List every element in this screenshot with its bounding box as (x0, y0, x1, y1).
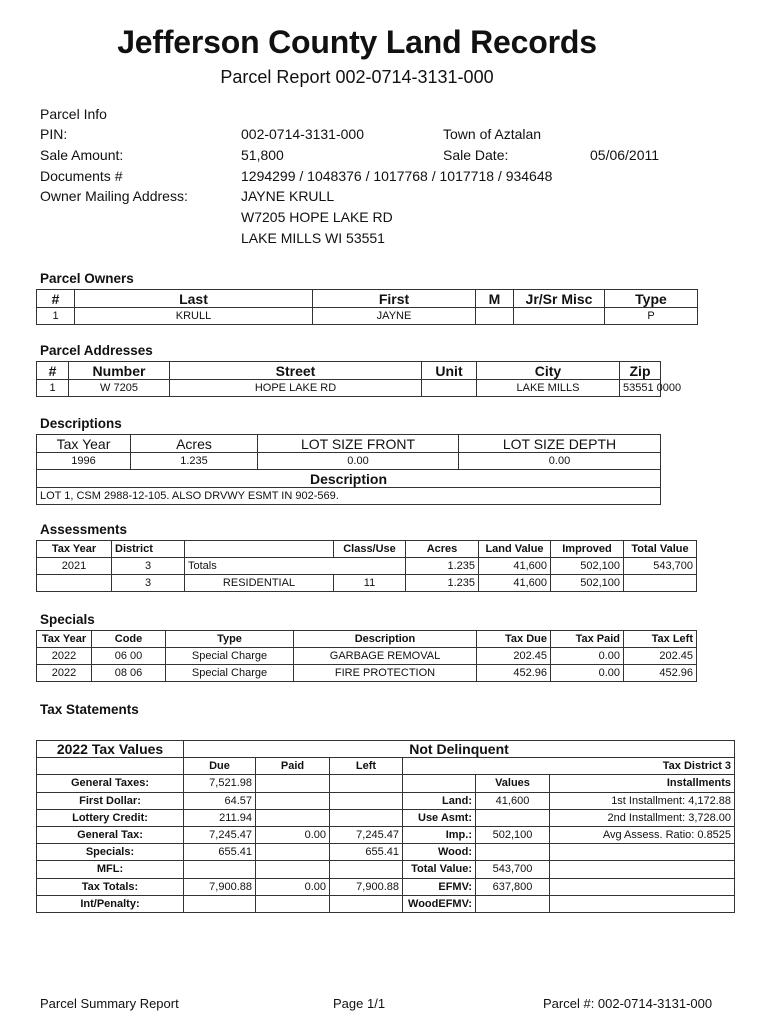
table-row (37, 648, 697, 665)
tax-values-table (36, 740, 735, 913)
table-cell: 0.00 (551, 648, 624, 665)
assessments-heading: Assessments (40, 522, 128, 537)
footer-page-number: Page 1/1 (333, 996, 386, 1011)
table-header-row (37, 741, 735, 758)
column-header: Jr/Sr Misc (514, 290, 605, 308)
left-cell: 655.41 (330, 844, 403, 861)
table-cell: 1.235 (131, 453, 258, 470)
table-cell: P (605, 308, 698, 325)
table-row (37, 878, 735, 895)
documents-label: Documents # (40, 168, 123, 184)
table-cell: 502,100 (551, 575, 624, 592)
value-cell: 543,700 (476, 861, 550, 878)
parcel-info-heading: Parcel Info (40, 106, 107, 122)
legal-description: LOT 1, CSM 2988-12-105. ALSO DRVWY ESMT IN 902-569. (37, 488, 661, 505)
due-cell (184, 861, 256, 878)
table-cell: 1 (37, 380, 69, 397)
column-header: M (476, 290, 514, 308)
due-cell: 211.94 (184, 809, 256, 826)
delinquency-status: Not Delinquent (184, 741, 735, 758)
table-header-row (37, 362, 661, 380)
mailing-address-line: LAKE MILLS WI 53551 (241, 230, 385, 246)
table-row (37, 895, 735, 912)
value-cell: 502,100 (476, 826, 550, 843)
sale-date-label: Sale Date: (443, 147, 509, 163)
sale-amount-label: Sale Amount: (40, 147, 124, 163)
table-cell: 202.45 (624, 648, 697, 665)
due-cell: 7,521.98 (184, 775, 256, 792)
column-header: LOT SIZE FRONT (258, 435, 459, 453)
column-header: Number (69, 362, 170, 380)
table-row (37, 558, 697, 575)
column-header: Total Value (624, 541, 697, 558)
paid-cell (256, 844, 330, 861)
table-cell: 0.00 (459, 453, 661, 470)
value-label: Wood: (403, 844, 476, 861)
column-header: Zip (620, 362, 661, 380)
description-header: Description (37, 470, 661, 488)
column-header: Acres (131, 435, 258, 453)
table-header-row (37, 631, 697, 648)
parcel-addresses-table (36, 361, 682, 397)
table-cell: RESIDENTIAL (185, 575, 334, 592)
table-header-row (37, 435, 661, 453)
mailing-address-label: Owner Mailing Address: (40, 188, 188, 204)
value-cell: 41,600 (476, 792, 550, 809)
mailing-address-line: W7205 HOPE LAKE RD (241, 209, 393, 225)
table-cell: LAKE MILLS (477, 380, 620, 397)
table-cell: 452.96 (477, 665, 551, 682)
sale-date-value: 05/06/2011 (590, 147, 660, 163)
column-header: # (37, 290, 75, 308)
row-label: General Tax: (37, 826, 184, 843)
table-row (37, 861, 735, 878)
parcel-addresses-heading: Parcel Addresses (40, 343, 153, 358)
table-cell: 1 (37, 308, 75, 325)
descriptions-table (36, 434, 661, 505)
row-label: Int/Penalty: (37, 895, 184, 912)
due-cell: 655.41 (184, 844, 256, 861)
table-cell (37, 575, 112, 592)
table-cell: W 7205 (69, 380, 170, 397)
column-header: Last (75, 290, 313, 308)
footer-parcel-number: Parcel #: 002-0714-3131-000 (543, 996, 713, 1011)
column-header: Installments (550, 775, 735, 792)
table-cell: 2021 (37, 558, 112, 575)
table-row (37, 775, 735, 792)
value-cell: 637,800 (476, 878, 550, 895)
row-label: Tax Totals: (37, 878, 184, 895)
table-cell: 452.96 (624, 665, 697, 682)
parcel-owners-heading: Parcel Owners (40, 271, 134, 286)
table-row (37, 809, 735, 826)
column-header: District (112, 541, 185, 558)
table-cell: Totals (185, 558, 406, 575)
column-header: Improved (551, 541, 624, 558)
table-row (37, 488, 661, 505)
table-row (37, 792, 735, 809)
column-header: Type (605, 290, 698, 308)
report-subtitle: Parcel Report 002-0714-3131-000 (220, 67, 494, 87)
table-cell (624, 575, 697, 592)
row-label: General Taxes: (37, 775, 184, 792)
left-cell (330, 895, 403, 912)
column-header (185, 541, 334, 558)
value-label (403, 775, 476, 792)
paid-cell (256, 775, 330, 792)
tax-statements-heading: Tax Statements (40, 702, 139, 717)
table-cell: 41,600 (479, 575, 551, 592)
table-cell: 502,100 (551, 558, 624, 575)
info-cell: Avg Assess. Ratio: 0.8525 (550, 826, 735, 843)
column-header: LOT SIZE DEPTH (459, 435, 661, 453)
info-cell (550, 844, 735, 861)
specials-heading: Specials (40, 612, 95, 627)
column-header: Left (330, 758, 403, 775)
table-row (37, 575, 697, 592)
tax-values-title: 2022 Tax Values (37, 741, 184, 758)
table-row (37, 844, 735, 861)
table-cell: 11 (334, 575, 406, 592)
column-header: Paid (256, 758, 330, 775)
paid-cell: 0.00 (256, 826, 330, 843)
value-label: WoodEFMV: (403, 895, 476, 912)
table-cell: 0.00 (258, 453, 459, 470)
due-cell: 7,900.88 (184, 878, 256, 895)
table-cell: 543,700 (624, 558, 697, 575)
table-cell (514, 308, 605, 325)
column-header: Type (166, 631, 294, 648)
paid-cell (256, 895, 330, 912)
left-cell (330, 809, 403, 826)
table-header-row (37, 290, 698, 308)
value-cell (476, 809, 550, 826)
report-title: Jefferson County Land Records (117, 24, 597, 60)
tax-district: Tax District 3 (403, 758, 735, 775)
value-cell (476, 844, 550, 861)
column-header: Unit (422, 362, 477, 380)
table-cell: 06 00 (92, 648, 166, 665)
table-row (37, 453, 661, 470)
table-cell: 3 (112, 575, 185, 592)
table-cell: 202.45 (477, 648, 551, 665)
table-row (37, 380, 661, 397)
table-row (37, 826, 735, 843)
pin-value: 002-0714-3131-000 (241, 126, 364, 142)
column-header: Tax Paid (551, 631, 624, 648)
due-cell (184, 895, 256, 912)
table-header-row (37, 758, 735, 775)
value-label: Use Asmt: (403, 809, 476, 826)
footer-report-name: Parcel Summary Report (40, 996, 179, 1011)
row-label: First Dollar: (37, 792, 184, 809)
due-cell: 64.57 (184, 792, 256, 809)
info-cell (550, 861, 735, 878)
value-label: Total Value: (403, 861, 476, 878)
table-cell: GARBAGE REMOVAL (294, 648, 477, 665)
specials-table (36, 630, 697, 682)
table-cell: 0.00 (551, 665, 624, 682)
table-cell: KRULL (75, 308, 313, 325)
value-label: Imp.: (403, 826, 476, 843)
column-header: Street (170, 362, 422, 380)
table-cell: 53551 0000 (620, 380, 661, 397)
left-cell (330, 792, 403, 809)
left-cell: 7,900.88 (330, 878, 403, 895)
info-cell (550, 895, 735, 912)
table-cell: 3 (112, 558, 185, 575)
table-cell: HOPE LAKE RD (170, 380, 422, 397)
column-header: # (37, 362, 69, 380)
left-cell: 7,245.47 (330, 826, 403, 843)
column-header: Values (476, 775, 550, 792)
left-cell (330, 775, 403, 792)
documents-value: 1294299 / 1048376 / 1017768 / 1017718 / 934648 (241, 168, 553, 184)
column-header: Acres (406, 541, 479, 558)
info-cell (550, 878, 735, 895)
table-row (37, 665, 697, 682)
left-cell (330, 861, 403, 878)
column-header: Tax Year (37, 541, 112, 558)
table-cell: JAYNE (313, 308, 476, 325)
row-label: Specials: (37, 844, 184, 861)
value-label: EFMV: (403, 878, 476, 895)
column-header: Description (294, 631, 477, 648)
paid-cell: 0.00 (256, 878, 330, 895)
sale-amount-value: 51,800 (241, 147, 284, 163)
column-header: City (477, 362, 620, 380)
paid-cell (256, 861, 330, 878)
town-name: Town of Aztalan (443, 126, 542, 142)
table-cell: 1996 (37, 453, 131, 470)
column-header: Due (184, 758, 256, 775)
column-header: Land Value (479, 541, 551, 558)
pin-label: PIN: (40, 126, 68, 142)
info-cell: 2nd Installment: 3,728.00 (550, 809, 735, 826)
value-label: Land: (403, 792, 476, 809)
table-cell (422, 380, 477, 397)
row-label: Lottery Credit: (37, 809, 184, 826)
table-cell: 2022 (37, 648, 92, 665)
table-cell: 08 06 (92, 665, 166, 682)
paid-cell (256, 809, 330, 826)
table-cell: FIRE PROTECTION (294, 665, 477, 682)
column-header: First (313, 290, 476, 308)
mailing-address-line: JAYNE KRULL (241, 188, 335, 204)
column-header: Code (92, 631, 166, 648)
table-cell: 2022 (37, 665, 92, 682)
row-label: MFL: (37, 861, 184, 878)
paid-cell (256, 792, 330, 809)
column-header: Tax Due (477, 631, 551, 648)
column-header: Tax Year (37, 631, 92, 648)
table-header-row (37, 470, 661, 488)
table-cell: 41,600 (479, 558, 551, 575)
column-header: Tax Left (624, 631, 697, 648)
info-cell: 1st Installment: 4,172.88 (550, 792, 735, 809)
table-row (37, 308, 698, 325)
table-cell (476, 308, 514, 325)
value-cell (476, 895, 550, 912)
table-cell: Special Charge (166, 648, 294, 665)
descriptions-heading: Descriptions (40, 416, 122, 431)
table-cell: Special Charge (166, 665, 294, 682)
table-cell: 1.235 (406, 575, 479, 592)
assessments-table (36, 540, 697, 592)
column-header: Class/Use (334, 541, 406, 558)
table-cell: 1.235 (406, 558, 479, 575)
table-header-row (37, 541, 697, 558)
due-cell: 7,245.47 (184, 826, 256, 843)
parcel-owners-table (36, 289, 698, 325)
column-header: Tax Year (37, 435, 131, 453)
